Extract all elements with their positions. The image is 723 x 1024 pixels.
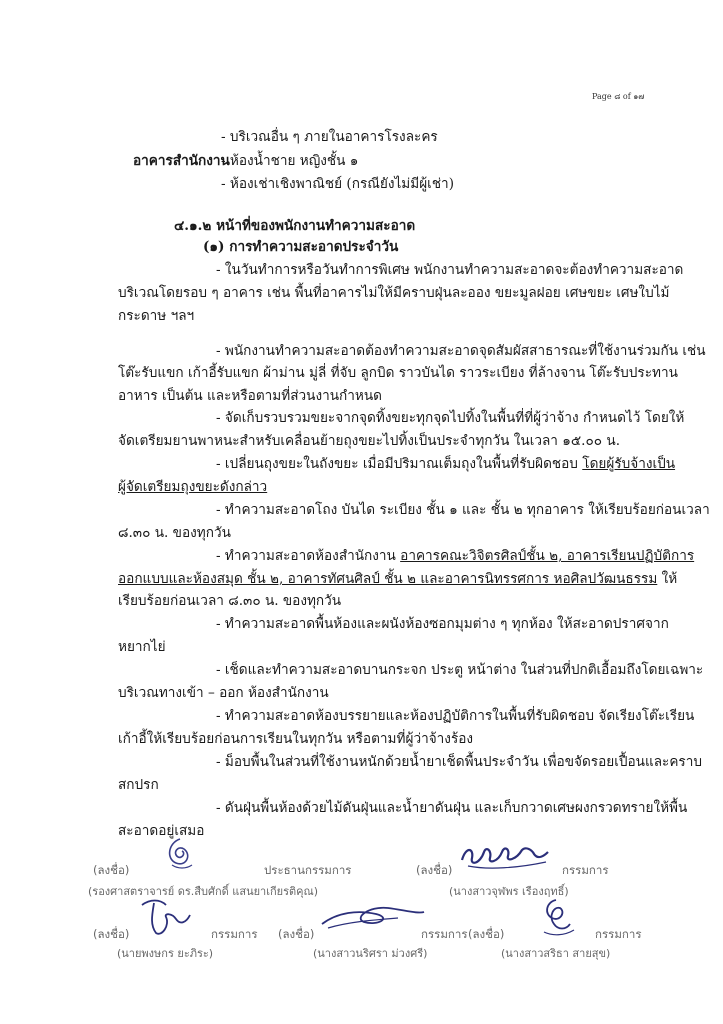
paragraph-line: จัดเตรียมยานพาหนะสำหรับเคลื่อนย้ายถุงขยะไปทิ้งเป็นประจำทุกวัน ในเวลา ๑๕.๐๐ น. <box>118 433 621 449</box>
paragraph-line: - พนักงานทำความสะอาดต้องทำความสะอาดจุดสัมผัสสาธารณะที่ใช้งานร่วมกัน เช่น <box>216 343 706 359</box>
paragraph-line: - ทำความสะอาดโถง บันได ระเบียง ชั้น ๑ และ ชั้น ๒ ทุกอาคาร ให้เรียบร้อยก่อนเวลา <box>216 502 710 518</box>
area-item: - ห้องเช่าเชิงพาณิชย์ (กรณียังไม่มีผู้เช่า) <box>221 176 454 192</box>
paragraph-line: เรียบร้อยก่อนเวลา ๘.๓๐ น. ของทุกวัน <box>118 593 342 609</box>
member-title: กรรมการ <box>211 927 258 941</box>
paragraph-line: - ในวันทำการหรือวันทำการพิเศษ พนักงานทำความสะอาดจะต้องทำความสะอาด <box>216 262 684 278</box>
sign-label: (ลงชื่อ) <box>93 863 130 877</box>
member3-name: (นางสาวนริศรา ม่วงศรี) <box>313 947 428 960</box>
member1-signature <box>458 840 553 872</box>
member-title: กรรมการ <box>421 927 468 941</box>
paragraph-line: - จัดเก็บรวบรวมขยะจากจุดทิ้งขยะทุกจุดไปทิ้งในพื้นที่ที่ผู้ว่าจ้าง กำหนดไว้ โดยให้ <box>216 410 685 426</box>
chair-title: ประธานกรรมการ <box>264 863 352 877</box>
member4-signature <box>536 896 578 940</box>
paragraph-line <box>118 570 677 588</box>
paragraph-line: กระดาษ ฯลฯ <box>118 308 195 324</box>
member2-name: (นายพงษกร ยะภิระ) <box>117 947 214 960</box>
chair-signature <box>158 835 198 873</box>
paragraph-text: - ทำความสะอาดห้องสำนักงาน <box>216 548 401 564</box>
paragraph-line <box>216 547 694 565</box>
paragraph-line: บริเวณทางเข้า – ออก ห้องสำนักงาน <box>118 685 329 701</box>
office-building-label: อาคารสำนักงาน <box>133 153 230 169</box>
paragraph-line: โต๊ะรับแขก เก้าอี้รับแขก ผ้าม่าน มู่ลี่ ที่จับ ลูกบิด ราวบันได ราวระเบียง ที่ล้างจาน โต๊ะรับประทาน <box>118 365 678 381</box>
section-subheading: (๑) การทำความสะอาดประจำวัน <box>203 239 399 255</box>
paragraph-line <box>216 455 675 473</box>
sign-label: (ลงชื่อ) <box>468 927 505 941</box>
area-item: - ห้องน้ำชาย หญิงชั้น ๑ <box>221 153 359 169</box>
paragraph-line: อาหาร เป็นต้น และหรือตามที่ส่วนงานกำหนด <box>118 388 382 404</box>
area-item: - บริเวณอื่น ๆ ภายในอาคารโรงละคร <box>221 129 438 145</box>
paragraph-line: - ทำความสะอาดพื้นห้องและผนังห้องซอกมุมต่าง ๆ ทุกห้อง ให้สะอาดปราศจาก <box>216 616 669 632</box>
paragraph-line: - ดันฝุ่นพื้นห้องด้วยไม้ดันฝุ่นและน้ำยาดันฝุ่น และเก็บกวาดเศษผงกรวดทรายให้พื้น <box>216 800 688 816</box>
paragraph-text: - เปลี่ยนถุงขยะในถังขยะ เมื่อมีปริมาณเต็มถุงในพื้นที่รับผิดชอบ <box>216 456 583 472</box>
member-title: กรรมการ <box>595 927 642 941</box>
sign-label: (ลงชื่อ) <box>416 863 453 877</box>
paragraph-line: สกปรก <box>118 777 159 793</box>
paragraph-line: - เช็ดและทำความสะอาดบานกระจก ประตู หน้าต่าง ในส่วนที่ปกติเอื้อมถึงโดยเฉพาะ <box>216 662 704 678</box>
chair-name: (รองศาสตราจารย์ ดร.สืบศักดิ์ แสนยาเกียรติคุณ) <box>88 885 318 898</box>
paragraph-text: ให้ <box>657 571 678 587</box>
underlined-text: อาคารคณะวิจิตรศิลป์ชั้น ๒, อาคารเรียนปฏิบัติการ <box>400 548 695 564</box>
member4-name: (นางสาวสริธา สายสุข) <box>501 947 611 960</box>
sign-label: (ลงชื่อ) <box>278 927 315 941</box>
page-number: Page ๘ of ๑๗ <box>592 92 645 101</box>
sign-label: (ลงชื่อ) <box>93 927 130 941</box>
member1-name: (นางสาวจุฬพร เรืองฤทธิ์) <box>449 885 569 898</box>
paragraph-line: - ทำความสะอาดห้องบรรยายและห้องปฏิบัติการในพื้นที่รับผิดชอบ จัดเรียงโต๊ะเรียน <box>216 708 695 724</box>
underlined-text: โดยผู้รับจ้างเป็น <box>582 456 676 472</box>
member-title: กรรมการ <box>562 863 609 877</box>
underlined-text: ผู้จัดเตรียมถุงขยะดังกล่าว <box>118 479 268 495</box>
underlined-text: ออกแบบและห้องสมุด ชั้น ๒, อาคารทัศนศิลป์ ชั้น ๒ และอาคารนิทรรศการ หอศิลปวัฒนธรรม <box>118 571 658 587</box>
paragraph-line: บริเวณโดยรอบ ๆ อาคาร เช่น พื้นที่อาคารไม่ให้มีคราบฝุ่นละออง ขยะมูลฝอย เศษขยะ เศษใบไม้ <box>118 285 670 301</box>
member3-signature <box>318 902 428 934</box>
paragraph-line: ๘.๓๐ น. ของทุกวัน <box>118 525 231 541</box>
member2-signature <box>136 895 196 941</box>
paragraph-line: เก้าอี้ให้เรียบร้อยก่อนการเรียนในทุกวัน หรือตามที่ผู้ว่าจ้างร้อง <box>118 731 474 747</box>
paragraph-line: สะอาดอยู่เสมอ <box>118 823 205 839</box>
section-heading: ๔.๑.๒ หน้าที่ของพนักงานทำความสะอาด <box>174 218 416 234</box>
paragraph-line: - ม็อบพื้นในส่วนที่ใช้งานหนักด้วยน้ำยาเช็ดพื้นประจำวัน เพื่อขจัดรอยเปื้อนและคราบ <box>216 754 702 770</box>
paragraph-line: หยากไย่ <box>118 639 166 655</box>
